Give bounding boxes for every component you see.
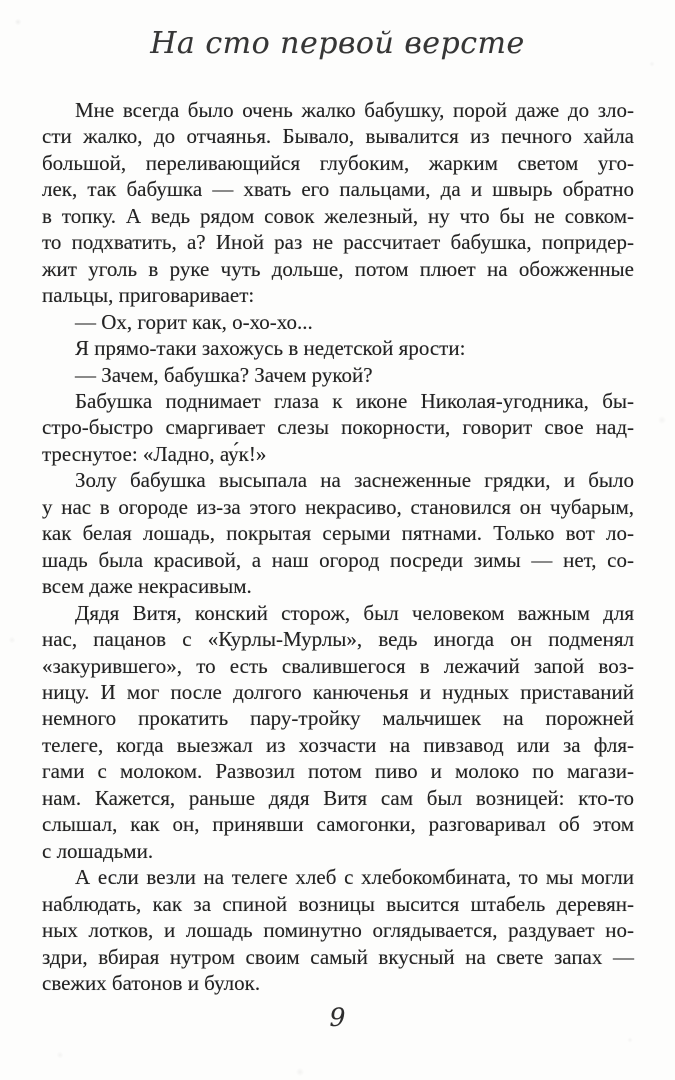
text-line: — Ох, горит как, о-хо-хо...: [75, 309, 313, 334]
text-line: свежих батонов и булок.: [42, 970, 261, 995]
text-line: слышал, как он, принявши самогонки, разговаривал об этом: [42, 812, 634, 837]
text-line: Дядя Витя, конский сторож, был человеком важным для: [75, 600, 634, 625]
text-line: ных лотков, и лошадь поминутно оглядывается, раздувает но-: [42, 918, 634, 943]
text-line: гами с молоком. Развозил потом пиво и молоко по магази-: [42, 759, 634, 784]
text-line: нас, пацанов с «Курлы-Мурлы», ведь иногда он подменял: [42, 627, 634, 652]
text-line: — Зачем, бабушка? Зачем рукой?: [75, 362, 373, 387]
page-number: 9: [329, 1003, 346, 1032]
text-line: лек, так бабушка — хвать его пальцами, да и швырь обратно: [42, 177, 634, 202]
text-line: треснутое: «Ладно, ау́к!»: [42, 441, 267, 466]
text-line: нам. Кажется, раньше дядя Витя сам был возницей: кто-то: [42, 785, 634, 810]
body-text: [42, 97, 634, 996]
text-line: Мне всегда было очень жалко бабушку, порой даже до зло-: [75, 98, 634, 122]
text-line: шадь была красивой, а наш огород посреди зимы — нет, со-: [42, 547, 634, 572]
text-line: пальцы, приговаривает:: [42, 283, 255, 308]
text-line: Я прямо-таки захожусь в недетской ярости:: [75, 336, 466, 361]
text-line: здри, вбирая нутром своим самый вкусный на свете запах —: [42, 944, 634, 969]
text-line: Золу бабушка высыпала на заснеженные грядки, и было: [75, 468, 634, 493]
text-line: сти жалко, до отчаянья. Бывало, вывалится из печного хайла: [42, 124, 634, 149]
text-line: в топку. А ведь рядом совок железный, ну что бы не совком-: [42, 203, 634, 228]
text-line: наблюдать, как за спиной возницы высится штабель деревян-: [42, 891, 634, 916]
text-line: у нас в огороде из-за этого некрасиво, становился он чубарым,: [42, 494, 634, 519]
text-line: Бабушка поднимает глаза к иконе Николая-угодника, бы-: [75, 388, 634, 413]
text-line: всем даже некрасивым.: [42, 574, 252, 599]
text-line: немного прокатить пару-тройку мальчишек на порожней: [42, 706, 634, 731]
text-line: телеге, когда выезжал из хозчасти на пивзавод или за фля-: [42, 732, 634, 757]
text-line: то подхватить, а? Иной раз не рассчитает бабушка, попридер-: [42, 230, 634, 255]
text-line: жит уголь в руке чуть дольше, потом плюет на обожженные: [42, 256, 634, 281]
text-line: ницу. И мог после долгого канюченья и нудных приставаний: [42, 679, 634, 704]
page-title: На сто первой версте: [150, 26, 525, 61]
text-line: с лошадьми.: [42, 838, 154, 863]
text-line: стро-быстро смаргивает слезы покорности, говорит свое над-: [42, 415, 634, 440]
text-line: «закурившего», то есть свалившегося в лежачий запой воз-: [42, 653, 634, 678]
text-line: как белая лошадь, покрытая серыми пятнами. Только вот ло-: [42, 521, 634, 546]
text-line: А если везли на телеге хлеб с хлебокомбината, то мы могли: [75, 865, 634, 890]
text-line: большой, переливающийся глубоким, жарким светом уго-: [42, 150, 634, 175]
